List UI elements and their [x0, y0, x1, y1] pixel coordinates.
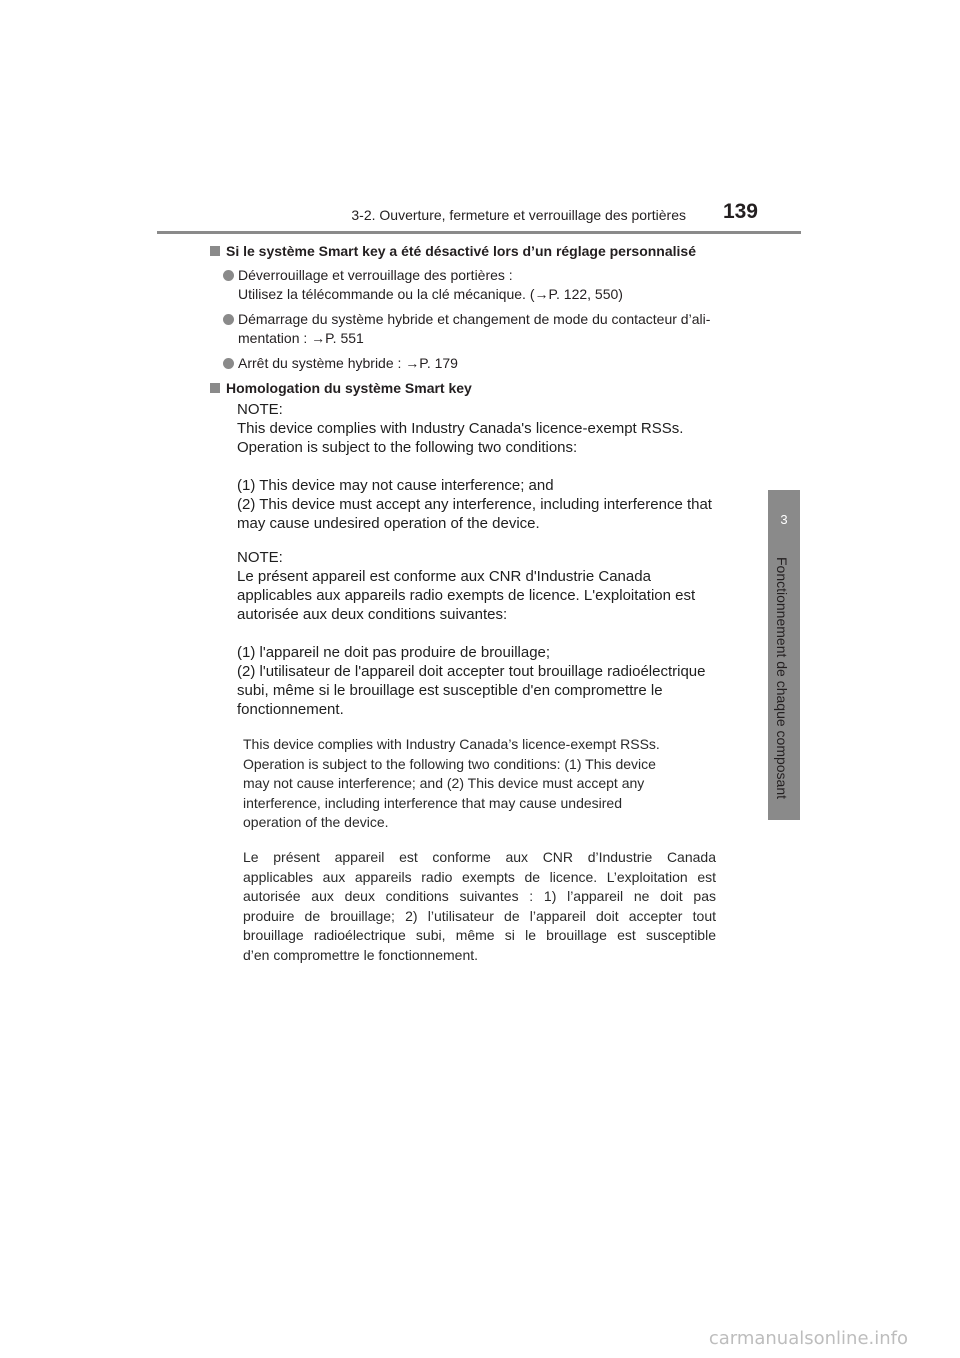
list-item	[210, 354, 760, 373]
note-line: NOTE:	[237, 549, 283, 566]
section-title: 3-2. Ouverture, fermeture et verrouillage des portières	[351, 207, 686, 223]
chapter-title: Fonctionnement de chaque composant	[774, 556, 790, 800]
section-heading-homologation	[210, 379, 760, 397]
note-line: fonctionnement.	[237, 701, 344, 718]
statement-line: brouillage radioélectrique subi, même si le brouillage est susceptible	[243, 927, 716, 943]
note-line: NOTE:	[237, 401, 283, 418]
note-line: may cause undesired operation of the device.	[237, 515, 540, 532]
list-item-line: Arrêt du système hybride : →P. 179	[238, 355, 458, 371]
circle-bullet-icon	[223, 270, 234, 281]
note-line: subi, même si le brouillage est susceptible d'en compromettre le	[237, 682, 663, 699]
list-item-line: Démarrage du système hybride et changement de mode du contacteur d’ali-	[238, 311, 711, 327]
note-line: This device complies with Industry Canada's licence-exempt RSSs.	[237, 420, 684, 437]
list-item-line: Déverrouillage et verrouillage des portières :	[238, 267, 513, 283]
list-item	[210, 266, 760, 304]
statement-line: autorisée aux deux conditions suivantes : 1) l’appareil ne doit pas	[243, 888, 716, 904]
list-item-line: mentation : →P. 551	[238, 330, 364, 346]
section-heading-smart-key-disabled	[210, 242, 760, 260]
site-watermark: carmanualsonline.info	[708, 1328, 908, 1349]
statement-line: may not cause interference; and (2) This device must accept any	[243, 775, 645, 791]
note-line: (1) l'appareil ne doit pas produire de brouillage;	[237, 644, 551, 661]
note-line: Le présent appareil est conforme aux CNR d'Industrie Canada	[237, 568, 651, 585]
note-line: (1) This device may not cause interference; and	[237, 477, 554, 494]
list-item-line: Utilisez la télécommande ou la clé mécanique. (→P. 122, 550)	[238, 286, 623, 302]
heading-text: Si le système Smart key a été désactivé lors d’un réglage personnalisé	[226, 243, 696, 259]
note-line: Operation is subject to the following two conditions:	[237, 439, 578, 456]
page-number: 139	[722, 200, 758, 223]
note-french	[237, 548, 737, 719]
statement-line: produire de brouillage; 2) l’utilisateur de l’appareil doit accepter tout	[243, 907, 716, 924]
note-english	[237, 400, 737, 533]
statement-english	[243, 735, 713, 833]
statement-french	[243, 848, 716, 965]
statement-line: d’en compromettre le fonctionnement.	[243, 946, 479, 963]
statement-line: Le présent appareil est conforme aux CNR d’Industrie Canada	[243, 849, 716, 865]
statement-line: interference, including interference that may cause undesired	[243, 794, 622, 811]
note-line: autorisée aux deux conditions suivantes:	[237, 606, 508, 623]
square-bullet-icon	[210, 383, 220, 393]
circle-bullet-icon	[223, 358, 234, 369]
circle-bullet-icon	[223, 314, 234, 325]
statement-line: This device complies with Industry Canada’s licence-exempt RSSs.	[243, 736, 660, 752]
note-line: (2) l'utilisateur de l'appareil doit accepter tout brouillage radioélectrique	[237, 663, 706, 680]
statement-line: operation of the device.	[243, 814, 389, 830]
heading-text: Homologation du système Smart key	[226, 380, 472, 396]
header-divider	[157, 231, 801, 234]
square-bullet-icon	[210, 246, 220, 256]
statement-line: applicables aux appareils radio exempts de licence. L’exploitation est	[243, 868, 716, 885]
note-line: (2) This device must accept any interference, including interference that	[237, 496, 712, 513]
statement-line: Operation is subject to the following two conditions: (1) This device	[243, 755, 656, 772]
list-item	[210, 310, 760, 348]
main-content	[210, 242, 760, 403]
note-line: applicables aux appareils radio exempts de licence. L'exploitation est	[237, 587, 696, 604]
chapter-number: 3	[780, 512, 788, 527]
